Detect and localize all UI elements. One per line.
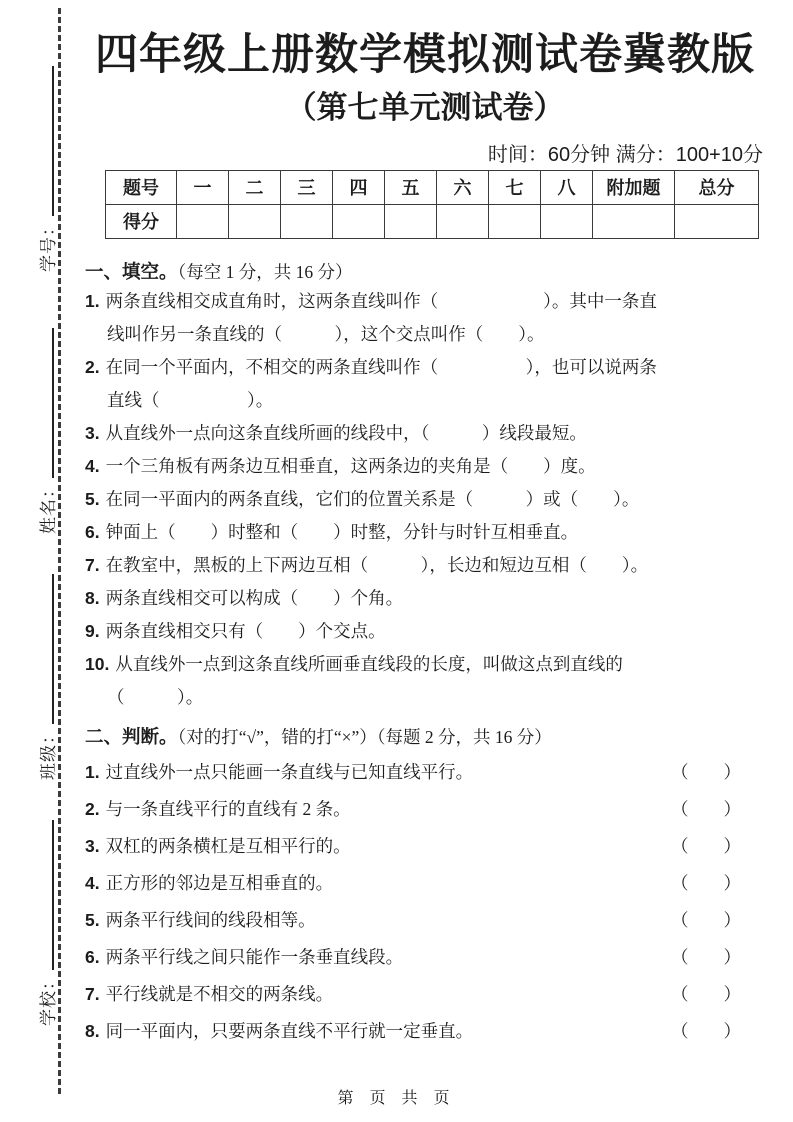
question-number: 8. [85, 1020, 100, 1041]
score-cell [437, 204, 489, 238]
fill-question-2 [85, 351, 765, 417]
fill-question-6 [85, 516, 765, 549]
answer-bracket: （ ） [671, 1020, 741, 1041]
header-cell: 附加题 [593, 170, 675, 204]
header-cell: 五 [385, 170, 437, 204]
score-cell [489, 204, 541, 238]
section2-heading-note: （对的打“√”，错的打“×”）（每题 2 分，共 16 分） [177, 726, 552, 747]
fill-question-10 [85, 648, 765, 714]
page-subtitle: （第七单元测试卷） [285, 89, 565, 125]
header-cell: 六 [437, 170, 489, 204]
score-cell [281, 204, 333, 238]
question-number: 6. [85, 521, 100, 542]
answer-bracket: （ ） [671, 835, 741, 856]
question-text: 过直线外一点只能画一条直线与已知直线平行。 [105, 761, 474, 782]
school-blank-line [35, 820, 54, 970]
question-text: 两条平行线之间只能作一条垂直线段。 [105, 946, 404, 967]
answer-bracket: （ ） [671, 983, 741, 1004]
time-score-info: 时间：60分钟 满分：100+10分 [487, 143, 763, 166]
main-content [85, 0, 765, 1050]
class-label: 班级： [39, 726, 58, 780]
judge-question-list [85, 754, 765, 1050]
fill-question-4 [85, 450, 765, 483]
header-cell: 七 [489, 170, 541, 204]
question-text: 一个三角板有两条边互相垂直，这两条边的夹角是（ ）度。 [105, 455, 596, 476]
question-text: 同一平面内，只要两条直线不平行就一定垂直。 [105, 1020, 474, 1041]
name-field [34, 328, 59, 534]
judge-question-4 [85, 865, 765, 902]
question-number: 2. [85, 798, 100, 819]
question-number: 9. [85, 620, 100, 641]
header-cell: 题号 [106, 170, 177, 204]
section1-heading [85, 259, 765, 285]
answer-bracket: （ ） [671, 946, 741, 967]
score-row-label: 得分 [106, 204, 177, 238]
student-number-label: 学号： [39, 218, 58, 272]
header-cell: 二 [229, 170, 281, 204]
header-cell: 三 [281, 170, 333, 204]
question-text: 在同一个平面内，不相交的两条直线叫作（ ），也可以说两条 [105, 356, 657, 377]
section2-heading-title: 二、判断。 [85, 725, 178, 747]
fill-question-7 [85, 549, 765, 582]
question-number: 7. [85, 554, 100, 575]
page-title: 四年级上册数学模拟测试卷冀教版 [95, 31, 755, 79]
question-text: 正方形的邻边是互相垂直的。 [105, 872, 334, 893]
question-text: 直线（ ）。 [107, 389, 274, 410]
question-number: 6. [85, 946, 100, 967]
header-cell: 总分 [675, 170, 759, 204]
question-number: 8. [85, 587, 100, 608]
answer-bracket: （ ） [671, 761, 741, 782]
header-cell: 八 [541, 170, 593, 204]
score-table-header-row [106, 170, 759, 204]
question-number: 4. [85, 872, 100, 893]
question-number: 3. [85, 422, 100, 443]
score-cell [229, 204, 281, 238]
question-text: 在同一平面内的两条直线，它们的位置关系是（ ）或（ ）。 [105, 488, 640, 509]
fill-question-list [85, 285, 765, 714]
page-footer: 第 页 共 页 [337, 1090, 456, 1107]
question-number: 4. [85, 455, 100, 476]
student-number-blank-line [35, 66, 54, 216]
question-text: 双杠的两条横杠是互相平行的。 [105, 835, 351, 856]
question-number: 3. [85, 835, 100, 856]
judge-question-6 [85, 939, 765, 976]
score-cell [541, 204, 593, 238]
question-number: 2. [85, 356, 100, 377]
fill-question-5 [85, 483, 765, 516]
question-number: 1. [85, 761, 100, 782]
fill-question-8 [85, 582, 765, 615]
section1-heading-note: （每空 1 分，共 16 分） [177, 261, 353, 282]
student-number-field [34, 66, 59, 272]
score-cell [333, 204, 385, 238]
school-label: 学校： [39, 972, 58, 1026]
score-cell [593, 204, 675, 238]
name-label: 姓名： [39, 480, 58, 534]
question-text: 两条直线相交只有（ ）个交点。 [105, 620, 386, 641]
judge-question-5 [85, 902, 765, 939]
header-cell: 一 [177, 170, 229, 204]
answer-bracket: （ ） [671, 798, 741, 819]
score-table [105, 170, 759, 239]
question-text: 线叫作另一条直线的（ ），这个交点叫作（ ）。 [107, 323, 545, 344]
header-cell: 四 [333, 170, 385, 204]
student-info-sidebar [26, 52, 66, 1062]
question-text: 两条平行线间的线段相等。 [105, 909, 316, 930]
question-text: 从直线外一点到这条直线所画垂直线段的长度，叫做这点到直线的 [115, 653, 623, 674]
section2-heading [85, 724, 765, 750]
score-cell [385, 204, 437, 238]
name-blank-line [35, 328, 54, 478]
question-text: 在教室中，黑板的上下两边互相（ ），长边和短边互相（ ）。 [105, 554, 649, 575]
question-number: 5. [85, 488, 100, 509]
question-number: 1. [85, 290, 100, 311]
fill-question-1 [85, 285, 765, 351]
judge-question-8 [85, 1013, 765, 1050]
judge-question-3 [85, 828, 765, 865]
judge-question-2 [85, 791, 765, 828]
section1-heading-title: 一、填空。 [85, 260, 178, 282]
class-field [34, 574, 59, 780]
judge-question-1 [85, 754, 765, 791]
score-table-score-row [106, 204, 759, 238]
fill-question-3 [85, 417, 765, 450]
judge-question-7 [85, 976, 765, 1013]
question-text: 平行线就是不相交的两条线。 [105, 983, 334, 1004]
question-text: （ ）。 [107, 686, 204, 707]
answer-bracket: （ ） [671, 872, 741, 893]
question-number: 7. [85, 983, 100, 1004]
question-text: 两条直线相交成直角时，这两条直线叫作（ ）。其中一条直 [105, 290, 657, 311]
score-cell [177, 204, 229, 238]
fill-question-9 [85, 615, 765, 648]
question-number: 5. [85, 909, 100, 930]
question-text: 与一条直线平行的直线有 2 条。 [105, 798, 351, 819]
class-blank-line [35, 574, 54, 724]
score-cell [675, 204, 759, 238]
question-text: 从直线外一点向这条直线所画的线段中，（ ）线段最短。 [105, 422, 587, 443]
question-text: 钟面上（ ）时整和（ ）时整，分针与时针互相垂直。 [105, 521, 579, 542]
question-number: 10. [85, 653, 110, 674]
school-field [34, 820, 59, 1026]
question-text: 两条直线相交可以构成（ ）个角。 [105, 587, 404, 608]
answer-bracket: （ ） [671, 909, 741, 930]
